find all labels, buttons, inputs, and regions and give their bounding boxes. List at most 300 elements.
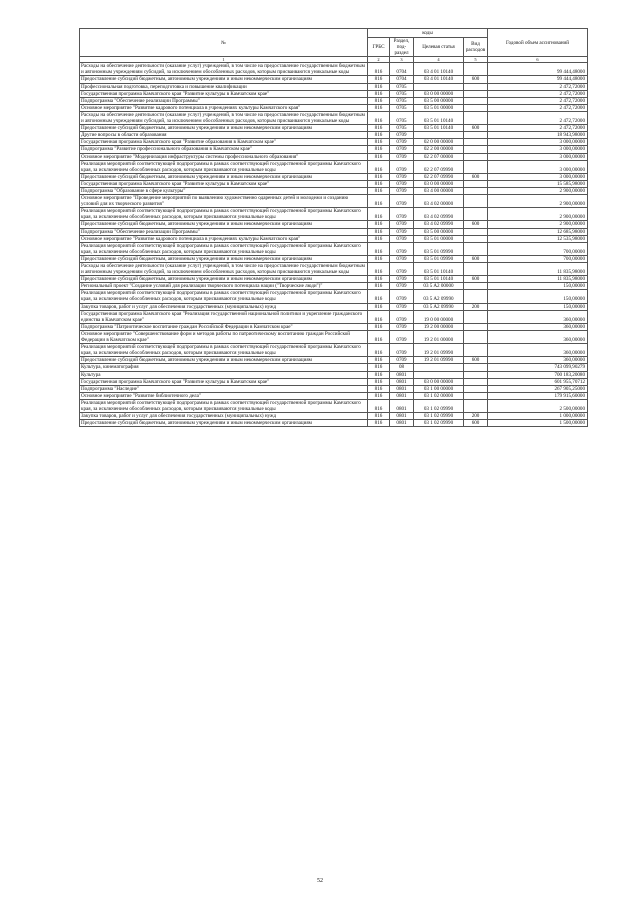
table-row [80, 303, 588, 310]
table-row [80, 160, 588, 173]
cell-target [414, 132, 464, 139]
cell-grbs: 816 [368, 242, 390, 255]
cell-vr [464, 364, 488, 371]
table-row [80, 330, 588, 343]
cell-grbs: 816 [368, 310, 390, 323]
cell-name: Основное мероприятие "Развитие кадрового потенциала в учреждениях культуры Камчатского края" [80, 235, 368, 242]
cell-section: 0801 [390, 413, 414, 420]
cell-vr: 600 [464, 420, 488, 427]
table-row [80, 323, 588, 330]
cell-target: 03 4 01 10140 [414, 76, 464, 83]
cell-section: 0709 [390, 221, 414, 228]
cell-name: Подпрограмма "Обеспечение реализации Программы" [80, 97, 368, 104]
table-row [80, 221, 588, 228]
cell-target: 03 5 01 00000 [414, 104, 464, 111]
table-row [80, 180, 588, 187]
cell-vr [464, 399, 488, 412]
cell-amount: 3 000,00000 [488, 139, 588, 146]
cell-target: 03 1 02 09990 [414, 399, 464, 412]
cell-target: 03 5 01 10140 [414, 111, 464, 124]
cell-amount: 2 900,00000 [488, 187, 588, 194]
cell-vr [464, 242, 488, 255]
cell-vr [464, 83, 488, 90]
cell-grbs: 816 [368, 97, 390, 104]
cell-amount: 179 915,60000 [488, 392, 588, 399]
cell-vr [464, 63, 488, 76]
cell-grbs: 816 [368, 208, 390, 221]
header-amount: Годовой объем ассигнований [488, 29, 588, 57]
cell-section: 0709 [390, 160, 414, 173]
cell-grbs: 816 [368, 413, 390, 420]
table-row [80, 413, 588, 420]
cell-vr [464, 344, 488, 357]
cell-vr [464, 371, 488, 378]
cell-target: 02 2 07 00000 [414, 153, 464, 160]
table-row [80, 371, 588, 378]
cell-vr: 200 [464, 303, 488, 310]
header-idx: 3 [390, 57, 414, 63]
cell-amount: 3 000,00000 [488, 146, 588, 153]
cell-amount: 99 444,48000 [488, 63, 588, 76]
cell-grbs: 816 [368, 399, 390, 412]
cell-amount: 2 472,72000 [488, 90, 588, 97]
cell-target: 03 5 00 00000 [414, 228, 464, 235]
cell-amount: 99 444,48000 [488, 76, 588, 83]
cell-name: Реализация мероприятий соответствующей подпрограммы в рамках соответствующей государственной программы Камчатского края, за исключением обособленных расходов, которым присваиваются уникальные коды [80, 242, 368, 255]
cell-amount: 267 905,25000 [488, 385, 588, 392]
cell-grbs: 816 [368, 173, 390, 180]
cell-section: 0709 [390, 235, 414, 242]
table-row [80, 364, 588, 371]
table-row [80, 63, 588, 76]
cell-target: 19 2 01 00000 [414, 330, 464, 343]
cell-grbs: 816 [368, 187, 390, 194]
cell-name: Государственная программа Камчатского края "Развитие культуры в Камчатском крае" [80, 180, 368, 187]
cell-amount: 2 900,00000 [488, 221, 588, 228]
cell-section: 0801 [390, 385, 414, 392]
cell-grbs: 816 [368, 364, 390, 371]
cell-target: 03 4 01 10140 [414, 63, 464, 76]
table-row [80, 104, 588, 111]
cell-section: 0709 [390, 344, 414, 357]
table-row [80, 357, 588, 364]
cell-vr [464, 392, 488, 399]
cell-vr: 200 [464, 413, 488, 420]
table-row [80, 228, 588, 235]
cell-amount: 2 472,72000 [488, 111, 588, 124]
cell-name: Предоставление субсидий бюджетным, автономным учреждениям и иным некоммерческим организациям [80, 221, 368, 228]
cell-section: 0709 [390, 283, 414, 290]
cell-target: 19 2 00 00000 [414, 323, 464, 330]
cell-grbs: 816 [368, 90, 390, 97]
cell-vr [464, 385, 488, 392]
cell-section: 0709 [390, 195, 414, 208]
cell-vr [464, 146, 488, 153]
cell-name: Основное мероприятие "Проведение мероприятий по выявлению художественно одаренных детей и молодежи и созданию условий для их творческого развития" [80, 195, 368, 208]
table-row [80, 385, 588, 392]
cell-section: 0709 [390, 153, 414, 160]
cell-target: 03 1 02 00000 [414, 392, 464, 399]
cell-vr [464, 111, 488, 124]
table-row [80, 263, 588, 276]
cell-section: 0801 [390, 378, 414, 385]
cell-target: 03 5 01 10140 [414, 276, 464, 283]
cell-section: 0709 [390, 303, 414, 310]
table-row [80, 97, 588, 104]
cell-grbs: 816 [368, 76, 390, 83]
cell-amount: 12 685,98000 [488, 228, 588, 235]
budget-table-sheet [79, 28, 587, 427]
cell-target: 03 1 02 09990 [414, 420, 464, 427]
cell-grbs: 816 [368, 357, 390, 364]
cell-grbs: 816 [368, 276, 390, 283]
table-row [80, 146, 588, 153]
cell-grbs: 816 [368, 104, 390, 111]
cell-target: 03 5 01 09990 [414, 255, 464, 262]
cell-name: Государственная программа Камчатского края "Развитие культуры в Камчатском крае" [80, 378, 368, 385]
cell-section: 0709 [390, 242, 414, 255]
cell-section: 0705 [390, 104, 414, 111]
cell-vr [464, 180, 488, 187]
header-grbs: ГРБС [368, 38, 390, 57]
cell-name: Реализация мероприятий соответствующей подпрограммы в рамках соответствующей государственной программы Камчатского края, за исключением обособленных расходов, которым присваиваются уникальные коды [80, 208, 368, 221]
cell-grbs: 816 [368, 125, 390, 132]
cell-target: 03 4 02 00000 [414, 195, 464, 208]
cell-target: 03 4 02 09990 [414, 208, 464, 221]
cell-grbs: 816 [368, 290, 390, 303]
cell-grbs: 816 [368, 83, 390, 90]
cell-section: 0705 [390, 83, 414, 90]
table-row [80, 111, 588, 124]
cell-grbs: 816 [368, 344, 390, 357]
table-row [80, 83, 588, 90]
cell-grbs: 816 [368, 146, 390, 153]
cell-section: 0709 [390, 180, 414, 187]
cell-vr [464, 139, 488, 146]
header-idx: 5 [464, 57, 488, 63]
cell-vr [464, 195, 488, 208]
cell-target: 03 5 01 10140 [414, 263, 464, 276]
cell-grbs: 816 [368, 221, 390, 228]
cell-grbs: 816 [368, 303, 390, 310]
cell-amount: 1 000,00000 [488, 413, 588, 420]
cell-section: 0709 [390, 255, 414, 262]
table-row [80, 235, 588, 242]
cell-section: 0705 [390, 97, 414, 104]
cell-section: 0709 [390, 290, 414, 303]
cell-amount: 150,00000 [488, 283, 588, 290]
cell-section: 0705 [390, 125, 414, 132]
cell-vr [464, 97, 488, 104]
cell-vr [464, 187, 488, 194]
table-body [80, 63, 588, 427]
cell-grbs: 816 [368, 392, 390, 399]
cell-section: 0709 [390, 146, 414, 153]
cell-vr [464, 310, 488, 323]
cell-vr: 600 [464, 173, 488, 180]
cell-target: 02 2 07 09990 [414, 160, 464, 173]
cell-name: Культура, кинематография [80, 364, 368, 371]
cell-grbs: 816 [368, 160, 390, 173]
cell-section: 0801 [390, 399, 414, 412]
cell-name: Подпрограмма "Патриотическое воспитание граждан Российской Федерации в Камчатском крае" [80, 323, 368, 330]
cell-grbs: 816 [368, 371, 390, 378]
cell-name: Основное мероприятие "Совершенствование форм и методов работы по патриотическому воспитанию граждан Российской Федерации в Камчатском крае" [80, 330, 368, 343]
header-num: № [80, 29, 368, 57]
cell-grbs: 816 [368, 263, 390, 276]
page-number: 52 [317, 878, 323, 884]
cell-amount: 18 943,98000 [488, 132, 588, 139]
table-row [80, 420, 588, 427]
cell-amount: 2 472,72000 [488, 125, 588, 132]
cell-amount: 2 472,72000 [488, 104, 588, 111]
cell-vr [464, 290, 488, 303]
cell-amount: 360,00000 [488, 344, 588, 357]
cell-section: 0705 [390, 90, 414, 97]
cell-target: 03 4 02 09990 [414, 221, 464, 228]
table-row [80, 125, 588, 132]
cell-name: Расходы на обеспечение деятельности (оказание услуг) учреждений, в том числе на предоставление государственным бюджетным и автономным учреждениям субсидий, за исключением обособленных расходов, которым присваиваются уникальные коды [80, 63, 368, 76]
cell-vr [464, 323, 488, 330]
cell-grbs: 816 [368, 195, 390, 208]
cell-vr [464, 228, 488, 235]
cell-amount: 150,00000 [488, 303, 588, 310]
cell-target: 03 5 01 10140 [414, 125, 464, 132]
table-row [80, 90, 588, 97]
cell-target: 02 2 00 00000 [414, 146, 464, 153]
cell-target: 02 2 07 09990 [414, 173, 464, 180]
cell-amount: 2 472,72000 [488, 97, 588, 104]
cell-name: Государственная программа Камчатского края "Развитие культуры в Камчатском крае" [80, 90, 368, 97]
table-row [80, 399, 588, 412]
cell-amount: 12 535,98000 [488, 235, 588, 242]
cell-section: 0709 [390, 139, 414, 146]
header-idx: 2 [368, 57, 390, 63]
header-idx: 4 [414, 57, 464, 63]
cell-target: 03 1 02 09990 [414, 413, 464, 420]
cell-grbs: 816 [368, 330, 390, 343]
cell-name: Государственная программа Камчатского края "Реализация государственной национальной политики и укрепление гражданского единства в Камчатском крае" [80, 310, 368, 323]
table-row [80, 310, 588, 323]
cell-vr [464, 90, 488, 97]
cell-vr: 600 [464, 76, 488, 83]
cell-amount: 700 183,20080 [488, 371, 588, 378]
cell-amount: 11 835,98000 [488, 276, 588, 283]
cell-target: 03 5 A2 00000 [414, 283, 464, 290]
cell-name: Реализация мероприятий соответствующей подпрограммы в рамках соответствующей государственной программы Камчатского края, за исключением обособленных расходов, которым присваиваются уникальные коды [80, 160, 368, 173]
cell-vr [464, 153, 488, 160]
cell-target: 03 5 A2 09990 [414, 303, 464, 310]
cell-name: Предоставление субсидий бюджетным, автономным учреждениям и иным некоммерческим организациям [80, 255, 368, 262]
table-row [80, 153, 588, 160]
cell-section: 0704 [390, 76, 414, 83]
header-section: Раздел, под-раздел [390, 38, 414, 57]
cell-name: Профессиональная подготовка, переподготовка и повышение квалификации [80, 83, 368, 90]
cell-section: 0709 [390, 132, 414, 139]
cell-grbs: 816 [368, 420, 390, 427]
cell-grbs: 816 [368, 153, 390, 160]
cell-amount: 2 900,00000 [488, 208, 588, 221]
cell-grbs: 816 [368, 139, 390, 146]
cell-name: Предоставление субсидий бюджетным, автономным учреждениям и иным некоммерческим организациям [80, 125, 368, 132]
cell-vr: 600 [464, 357, 488, 364]
cell-name: Другие вопросы в области образования [80, 132, 368, 139]
cell-vr [464, 208, 488, 221]
cell-amount: 11 835,98000 [488, 263, 588, 276]
cell-vr: 600 [464, 276, 488, 283]
cell-name: Реализация мероприятий соответствующей подпрограммы в рамках соответствующей государственной программы Камчатского края, за исключением обособленных расходов, которым присваиваются уникальные коды [80, 290, 368, 303]
header-idx: 1 [80, 57, 368, 63]
cell-name: Расходы на обеспечение деятельности (оказание услуг) учреждений, в том числе на предоставление государственным бюджетным и автономным учреждениям субсидий, за исключением обособленных расходов, которым присваиваются уникальные коды [80, 111, 368, 124]
cell-section: 0801 [390, 371, 414, 378]
cell-name: Региональный проект "Создание условий для реализации творческого потенциала нации ("Творческие люди")" [80, 283, 368, 290]
table-row [80, 255, 588, 262]
cell-grbs: 816 [368, 283, 390, 290]
cell-section: 0709 [390, 208, 414, 221]
cell-target [414, 371, 464, 378]
cell-section: 0709 [390, 357, 414, 364]
table-row [80, 76, 588, 83]
cell-grbs: 816 [368, 255, 390, 262]
cell-amount: 150,00000 [488, 290, 588, 303]
cell-vr: 600 [464, 255, 488, 262]
cell-amount: 2 472,72000 [488, 83, 588, 90]
header-idx: 6 [488, 57, 588, 63]
cell-target: 03 5 00 00000 [414, 97, 464, 104]
cell-amount: 3 000,00000 [488, 173, 588, 180]
cell-grbs: 816 [368, 111, 390, 124]
cell-name: Реализация мероприятий соответствующей подпрограммы в рамках соответствующей государственной программы Камчатского края, за исключением обособленных расходов, которым присваиваются уникальные коды [80, 399, 368, 412]
table-row [80, 208, 588, 221]
cell-section: 0704 [390, 63, 414, 76]
cell-grbs: 816 [368, 378, 390, 385]
table-row [80, 187, 588, 194]
cell-section: 0705 [390, 111, 414, 124]
cell-section: 0709 [390, 323, 414, 330]
cell-name: Расходы на обеспечение деятельности (оказание услуг) учреждений, в том числе на предоставление государственным бюджетным и автономным учреждениям субсидий, за исключением обособленных расходов, которым присваиваются уникальные коды [80, 263, 368, 276]
cell-section: 0709 [390, 173, 414, 180]
cell-target: 03 5 A2 09990 [414, 290, 464, 303]
cell-amount: 700,00000 [488, 255, 588, 262]
cell-amount: 743 099,90279 [488, 364, 588, 371]
cell-amount: 15 585,98000 [488, 180, 588, 187]
cell-amount: 3 000,00000 [488, 160, 588, 173]
cell-target: 19 2 01 09990 [414, 357, 464, 364]
table-row [80, 242, 588, 255]
table-row [80, 132, 588, 139]
table-row [80, 290, 588, 303]
cell-target: 19 0 00 00000 [414, 310, 464, 323]
cell-name: Подпрограмма "Образование в сфере культуры" [80, 187, 368, 194]
cell-target: 03 0 00 00000 [414, 180, 464, 187]
cell-name: Основное мероприятие "Развитие библиотечного дела" [80, 392, 368, 399]
cell-amount: 601 955,70712 [488, 378, 588, 385]
cell-name: Предоставление субсидий бюджетным, автономным учреждениям и иным некоммерческим организациям [80, 76, 368, 83]
cell-grbs: 816 [368, 228, 390, 235]
cell-target [414, 83, 464, 90]
cell-name: Основное мероприятие "Модернизация инфраструктуры системы профессионального образования" [80, 153, 368, 160]
cell-section: 0709 [390, 187, 414, 194]
table-row [80, 139, 588, 146]
cell-section: 0709 [390, 330, 414, 343]
cell-section: 0801 [390, 420, 414, 427]
cell-name: Подпрограмма "Развитие профессионального образования в Камчатском крае" [80, 146, 368, 153]
cell-amount: 700,00000 [488, 242, 588, 255]
table-row [80, 344, 588, 357]
cell-grbs: 816 [368, 385, 390, 392]
cell-target: 03 4 00 00000 [414, 187, 464, 194]
cell-section: 0709 [390, 276, 414, 283]
cell-vr: 600 [464, 125, 488, 132]
cell-target: 03 0 00 00000 [414, 90, 464, 97]
header-target: Целевая статья [414, 38, 464, 57]
cell-vr [464, 160, 488, 173]
cell-section: 0709 [390, 310, 414, 323]
table-row [80, 283, 588, 290]
cell-section: 0801 [390, 392, 414, 399]
table-row [80, 378, 588, 385]
table-row [80, 392, 588, 399]
cell-target: 03 5 01 00000 [414, 235, 464, 242]
cell-vr [464, 104, 488, 111]
cell-vr: 600 [464, 221, 488, 228]
table-row [80, 276, 588, 283]
cell-name: Основное мероприятие "Развитие кадрового потенциала в учреждениях культуры Камчатского края" [80, 104, 368, 111]
cell-name: Культура [80, 371, 368, 378]
cell-name: Подпрограмма "Обеспечение реализации Программы" [80, 228, 368, 235]
cell-grbs: 816 [368, 63, 390, 76]
cell-name: Закупка товаров, работ и услуг для обеспечения государственных (муниципальных) нужд [80, 303, 368, 310]
cell-section: 0709 [390, 263, 414, 276]
cell-section: 0709 [390, 228, 414, 235]
cell-name: Предоставление субсидий бюджетным, автономным учреждениям и иным некоммерческим организациям [80, 173, 368, 180]
cell-amount: 1 500,00000 [488, 420, 588, 427]
header-codes: коды [368, 29, 488, 38]
cell-target: 03 5 01 09990 [414, 242, 464, 255]
cell-section: 08 [390, 364, 414, 371]
cell-amount: 360,00000 [488, 357, 588, 364]
cell-amount: 360,00000 [488, 330, 588, 343]
cell-grbs: 816 [368, 180, 390, 187]
cell-grbs: 816 [368, 132, 390, 139]
cell-grbs: 816 [368, 235, 390, 242]
cell-target: 19 2 01 09990 [414, 344, 464, 357]
budget-table [79, 28, 588, 427]
cell-name: Предоставление субсидий бюджетным, автономным учреждениям и иным некоммерческим организациям [80, 420, 368, 427]
cell-amount: 2 900,00000 [488, 195, 588, 208]
cell-name: Предоставление субсидий бюджетным, автономным учреждениям и иным некоммерческим организациям [80, 276, 368, 283]
cell-vr [464, 263, 488, 276]
cell-name: Государственная программа Камчатского края "Развитие образования в Камчатском крае" [80, 139, 368, 146]
cell-target: 02 0 00 00000 [414, 139, 464, 146]
cell-target: 03 0 00 00000 [414, 378, 464, 385]
table-row [80, 173, 588, 180]
cell-amount: 360,00000 [488, 323, 588, 330]
table-row [80, 195, 588, 208]
cell-grbs: 816 [368, 323, 390, 330]
cell-name: Подпрограмма "Наследие" [80, 385, 368, 392]
cell-name: Закупка товаров, работ и услуг для обеспечения государственных (муниципальных) нужд [80, 413, 368, 420]
cell-amount: 360,00000 [488, 310, 588, 323]
cell-amount: 2 500,00000 [488, 399, 588, 412]
cell-name: Предоставление субсидий бюджетным, автономным учреждениям и иным некоммерческим организациям [80, 357, 368, 364]
cell-target [414, 364, 464, 371]
cell-vr [464, 235, 488, 242]
cell-vr [464, 378, 488, 385]
cell-vr [464, 283, 488, 290]
cell-name: Реализация мероприятий соответствующей подпрограммы в рамках соответствующей государственной программы Камчатского края, за исключением обособленных расходов, которым присваиваются уникальные коды [80, 344, 368, 357]
cell-vr [464, 330, 488, 343]
